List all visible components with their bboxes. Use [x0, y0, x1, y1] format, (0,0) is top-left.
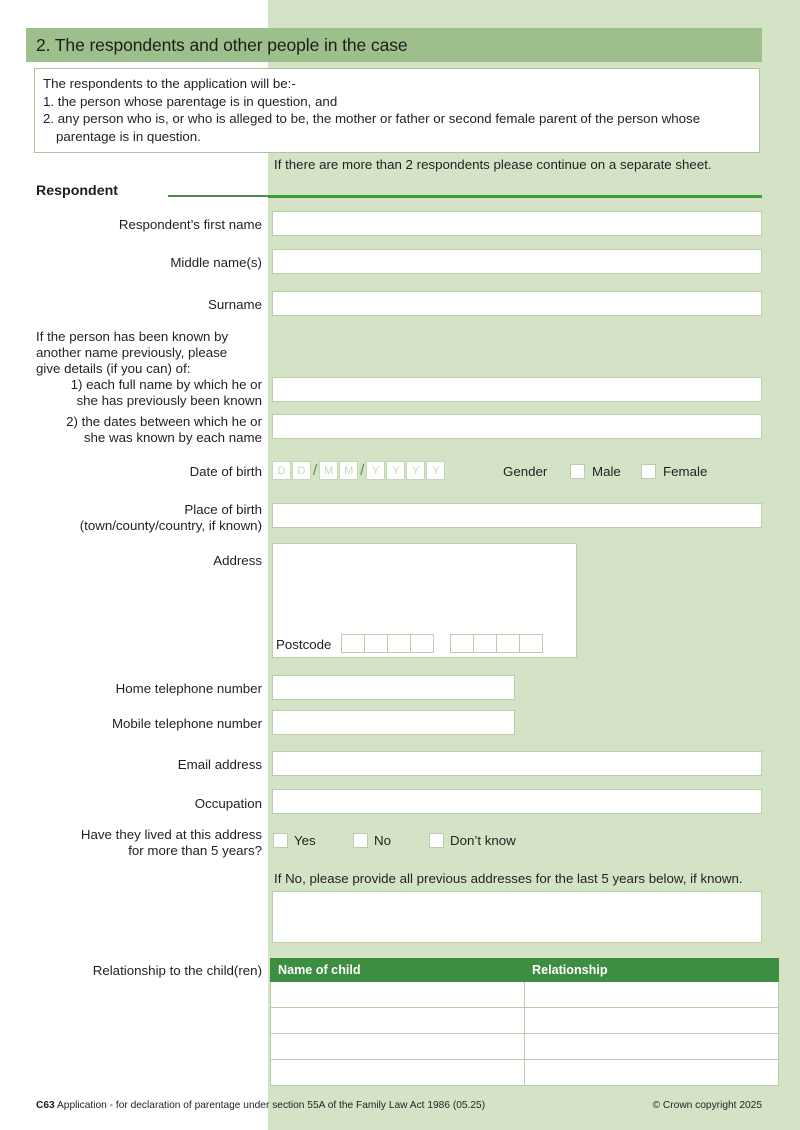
mobile-telephone-input[interactable]	[272, 710, 515, 735]
previous-name-dates-input[interactable]	[272, 414, 762, 439]
first-name-input[interactable]	[272, 211, 762, 236]
previous-name-dates-label-line-2: she was known by each name	[83, 430, 262, 445]
place-of-birth-input[interactable]	[272, 503, 762, 528]
dob-day-1[interactable]: D	[272, 461, 291, 480]
dob-year-4[interactable]: Y	[426, 461, 445, 480]
relationship-row-4-relationship[interactable]	[525, 1060, 779, 1086]
lived-five-years-dont-know-label: Don’t know	[450, 833, 516, 848]
postcode-cell-2[interactable]	[364, 634, 388, 653]
postcode-input-group[interactable]	[341, 634, 542, 653]
footer-form-reference	[36, 1100, 485, 1111]
mobile-telephone-label: Mobile telephone number	[111, 716, 262, 731]
middle-names-label: Middle name(s)	[170, 255, 262, 270]
relationship-row-1-relationship[interactable]	[525, 982, 779, 1008]
postcode-cell-1[interactable]	[341, 634, 365, 653]
home-telephone-label: Home telephone number	[115, 681, 262, 696]
dob-month-2[interactable]: M	[339, 461, 358, 480]
dob-separator-2: /	[360, 462, 365, 479]
date-of-birth-label: Date of birth	[189, 464, 262, 479]
dob-year-1[interactable]: Y	[366, 461, 385, 480]
previous-names-input[interactable]	[272, 377, 762, 402]
lived-five-years-no-label: No	[374, 833, 391, 848]
gender-female-label: Female	[663, 464, 708, 479]
relationship-row-2-relationship[interactable]	[525, 1008, 779, 1034]
relationship-table-header-row	[271, 959, 779, 982]
lived-five-years-no-checkbox[interactable]	[353, 833, 368, 848]
previous-names-label-line-2: she has previously been known	[76, 393, 262, 408]
instruction-line-2: 1. the person whose parentage is in question, and	[43, 93, 338, 109]
place-of-birth-label-line-2: (town/county/country, if known)	[79, 518, 262, 533]
known-by-intro-line-3: give details (if you can) of:	[36, 361, 191, 376]
previous-addresses-input[interactable]	[272, 891, 762, 943]
relationship-table-header-relationship: Relationship	[525, 959, 779, 982]
instruction-line-1: The respondents to the application will be:-	[43, 76, 296, 91]
postcode-cell-7[interactable]	[496, 634, 520, 653]
postcode-gap	[433, 643, 450, 644]
email-input[interactable]	[272, 751, 762, 776]
section-header	[26, 28, 762, 62]
dob-separator-1: /	[313, 462, 318, 479]
email-label: Email address	[177, 757, 262, 772]
surname-label: Surname	[208, 297, 262, 312]
table-row	[271, 1034, 779, 1060]
relationship-row-3-name[interactable]	[271, 1034, 525, 1060]
dob-year-3[interactable]: Y	[406, 461, 425, 480]
table-row	[271, 982, 779, 1008]
gender-label: Gender	[503, 464, 548, 479]
respondent-heading: Respondent	[36, 183, 118, 199]
note-previous-addresses: If No, please provide all previous addresses for the last 5 years below, if known.	[274, 871, 743, 886]
lived-five-years-yes-label: Yes	[294, 833, 316, 848]
relationship-row-1-name[interactable]	[271, 982, 525, 1008]
lived-five-years-label-line-1: Have they lived at this address	[80, 827, 262, 842]
lived-five-years-dont-know-checkbox[interactable]	[429, 833, 444, 848]
home-telephone-input[interactable]	[272, 675, 515, 700]
respondent-rule-right	[268, 195, 762, 198]
previous-names-label-line-1: 1) each full name by which he or	[70, 377, 262, 392]
postcode-cell-4[interactable]	[410, 634, 434, 653]
lived-five-years-label-line-2: for more than 5 years?	[128, 843, 262, 858]
known-by-intro-line-1: If the person has been known by	[36, 329, 229, 344]
place-of-birth-label-line-1: Place of birth	[184, 502, 262, 517]
footer-copyright: © Crown copyright 2025	[652, 1100, 762, 1111]
relationship-table-label: Relationship to the child(ren)	[92, 963, 262, 978]
first-name-label: Respondent’s first name	[118, 217, 262, 232]
lived-five-years-yes-checkbox[interactable]	[273, 833, 288, 848]
known-by-intro-line-2: another name previously, please	[36, 345, 228, 360]
postcode-cell-8[interactable]	[519, 634, 543, 653]
surname-input[interactable]	[272, 291, 762, 316]
footer-form-description: Application - for declaration of parentage under section 55A of the Family Law Act 1986 (05.25)	[56, 1100, 486, 1111]
dob-month-1[interactable]: M	[319, 461, 338, 480]
relationship-table	[270, 958, 779, 1086]
occupation-input[interactable]	[272, 789, 762, 814]
middle-names-input[interactable]	[272, 249, 762, 274]
relationship-row-4-name[interactable]	[271, 1060, 525, 1086]
section-title: 2. The respondents and other people in the case	[36, 34, 408, 55]
postcode-label: Postcode	[276, 637, 332, 652]
note-more-than-two-respondents: If there are more than 2 respondents please continue on a separate sheet.	[274, 157, 712, 172]
table-row	[271, 1060, 779, 1086]
previous-name-dates-label-line-1: 2) the dates between which he or	[66, 414, 262, 429]
address-label: Address	[213, 553, 262, 568]
relationship-row-2-name[interactable]	[271, 1008, 525, 1034]
date-of-birth-input-group[interactable]	[272, 461, 446, 480]
gender-female-checkbox[interactable]	[641, 464, 656, 479]
occupation-label: Occupation	[194, 796, 262, 811]
relationship-row-3-relationship[interactable]	[525, 1034, 779, 1060]
instruction-line-3: 2. any person who is, or who is alleged to be, the mother or father or second female parent of the person whose	[43, 111, 701, 127]
postcode-cell-3[interactable]	[387, 634, 411, 653]
relationship-table-header-name: Name of child	[271, 959, 525, 982]
postcode-cell-5[interactable]	[450, 634, 474, 653]
table-row	[271, 1008, 779, 1034]
gender-male-checkbox[interactable]	[570, 464, 585, 479]
dob-day-2[interactable]: D	[292, 461, 311, 480]
postcode-cell-6[interactable]	[473, 634, 497, 653]
respondents-instruction-box	[34, 68, 760, 153]
gender-male-label: Male	[592, 464, 621, 479]
dob-year-2[interactable]: Y	[386, 461, 405, 480]
instruction-line-4: parentage is in question.	[56, 128, 201, 144]
respondent-rule-left	[168, 195, 268, 197]
footer-form-code: C63	[36, 1100, 55, 1111]
